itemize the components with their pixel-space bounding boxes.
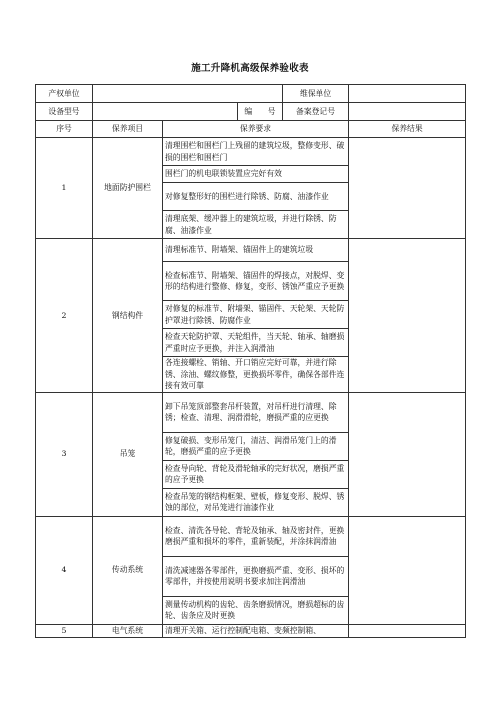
header-requirement: 保养要求 xyxy=(163,121,349,138)
requirement-cell: 检查吊笼的钢结构框架、壁板，修复变形、脱焊、锈蚀的部位，对吊笼进行油漆作业 xyxy=(163,488,349,516)
info-row-owner xyxy=(36,85,466,103)
record-label: 备案登记号 xyxy=(283,103,349,121)
result-cell[interactable] xyxy=(349,239,466,393)
requirement-cell: 检查、清洗各导轮、背轮及轴承、轴及密封件，更换磨损严重和损坏的零件，重新装配，并涂抹润滑油 xyxy=(163,516,349,556)
section-item: 电气系统 xyxy=(93,624,163,637)
model-label: 设备型号 xyxy=(36,103,93,121)
maintainer-value-cell[interactable] xyxy=(349,85,466,103)
requirement-cell: 对修复的标准节、附墙架、锚固件、天轮架、天轮防护罩进行除锈、防腐作业 xyxy=(163,301,349,329)
requirement-cell: 检查导向轮、背轮及滑轮轴承的完好状况，磨损严重的应予更换 xyxy=(163,460,349,488)
header-seq: 序号 xyxy=(36,121,93,138)
maintainer-label: 维保单位 xyxy=(283,85,349,103)
requirement-cell: 检查标准节、附墙架、锚固件的焊接点，对脱焊、变形的结构进行整修、修复，变形、锈蚀严重应予更换 xyxy=(163,262,349,301)
requirement-cell: 修复破损、变形吊笼门，清洁、润滑吊笼门上的滑轮，磨损严重的应予更换 xyxy=(163,432,349,460)
requirement-cell: 清理围栏和围栏门上残留的建筑垃圾，整修变形、破损的围栏和围栏门 xyxy=(163,138,349,166)
requirement-cell: 围栏门的机电联锁装置应完好有效 xyxy=(163,166,349,183)
requirement-cell: 清理底架、缓冲器上的建筑垃圾，并进行除锈、防腐、油漆作业 xyxy=(163,211,349,239)
model-value-cell[interactable] xyxy=(93,103,238,121)
page-title: 施工升降机高级保养验收表 xyxy=(191,63,309,74)
header-item: 保养项目 xyxy=(93,121,163,138)
requirement-cell: 检查天轮防护罩、天轮组件，当天轮、轴承、轴磨损严重时应予更换，并注入润滑油 xyxy=(163,329,349,357)
requirement-cell: 各连接螺栓、销轴、开口销应完好可靠，并进行除锈、涂油、螺纹修整，更换损坏零件，确保各部件连接有效可靠 xyxy=(163,357,349,393)
table-row xyxy=(36,138,466,166)
record-value-cell[interactable] xyxy=(349,103,466,121)
result-cell[interactable] xyxy=(349,138,466,239)
section-seq: 5 xyxy=(36,624,93,637)
section-item: 钢结构件 xyxy=(93,239,163,393)
header-result: 保养结果 xyxy=(349,121,466,138)
result-cell[interactable] xyxy=(349,516,466,624)
section-seq: 4 xyxy=(36,516,93,624)
section-item: 传动系统 xyxy=(93,516,163,624)
requirement-cell: 对修复整形好的围栏进行除锈、防腐、油漆作业 xyxy=(163,183,349,211)
requirement-cell: 清洗减速器各零部件，更换磨损严重、变形、损坏的零部件，并按使用说明书要求加注润滑油 xyxy=(163,556,349,596)
table-row xyxy=(36,624,466,637)
section-seq: 2 xyxy=(36,239,93,393)
requirement-cell: 测量传动机构的齿轮、齿条磨损情况，磨损超标的齿轮、齿条应及时更换 xyxy=(163,596,349,624)
section-seq: 1 xyxy=(36,138,93,239)
table-row xyxy=(36,392,466,432)
section-item: 吊笼 xyxy=(93,392,163,516)
header-row xyxy=(36,121,466,138)
result-cell[interactable] xyxy=(349,624,466,637)
owner-label: 产权单位 xyxy=(36,85,93,103)
info-row-model xyxy=(36,103,466,121)
requirement-cell: 清理开关箱、运行控制配电箱、变频控制箱、 xyxy=(163,624,349,637)
table-row xyxy=(36,239,466,262)
requirement-cell: 卸下吊笼顶部整套吊杆装置，对吊杆进行清理、除锈；检查、清理、润滑滑轮，磨损严重的应更换 xyxy=(163,392,349,432)
section-item: 地面防护围栏 xyxy=(93,138,163,239)
section-seq: 3 xyxy=(36,392,93,516)
result-cell[interactable] xyxy=(349,392,466,516)
number-label: 编 号 xyxy=(238,103,283,121)
owner-value-cell[interactable] xyxy=(93,85,283,103)
requirement-cell: 清理标准节、附墙架、锚固件上的建筑垃圾 xyxy=(163,239,349,262)
table-row xyxy=(36,516,466,556)
inspection-table xyxy=(35,84,466,638)
